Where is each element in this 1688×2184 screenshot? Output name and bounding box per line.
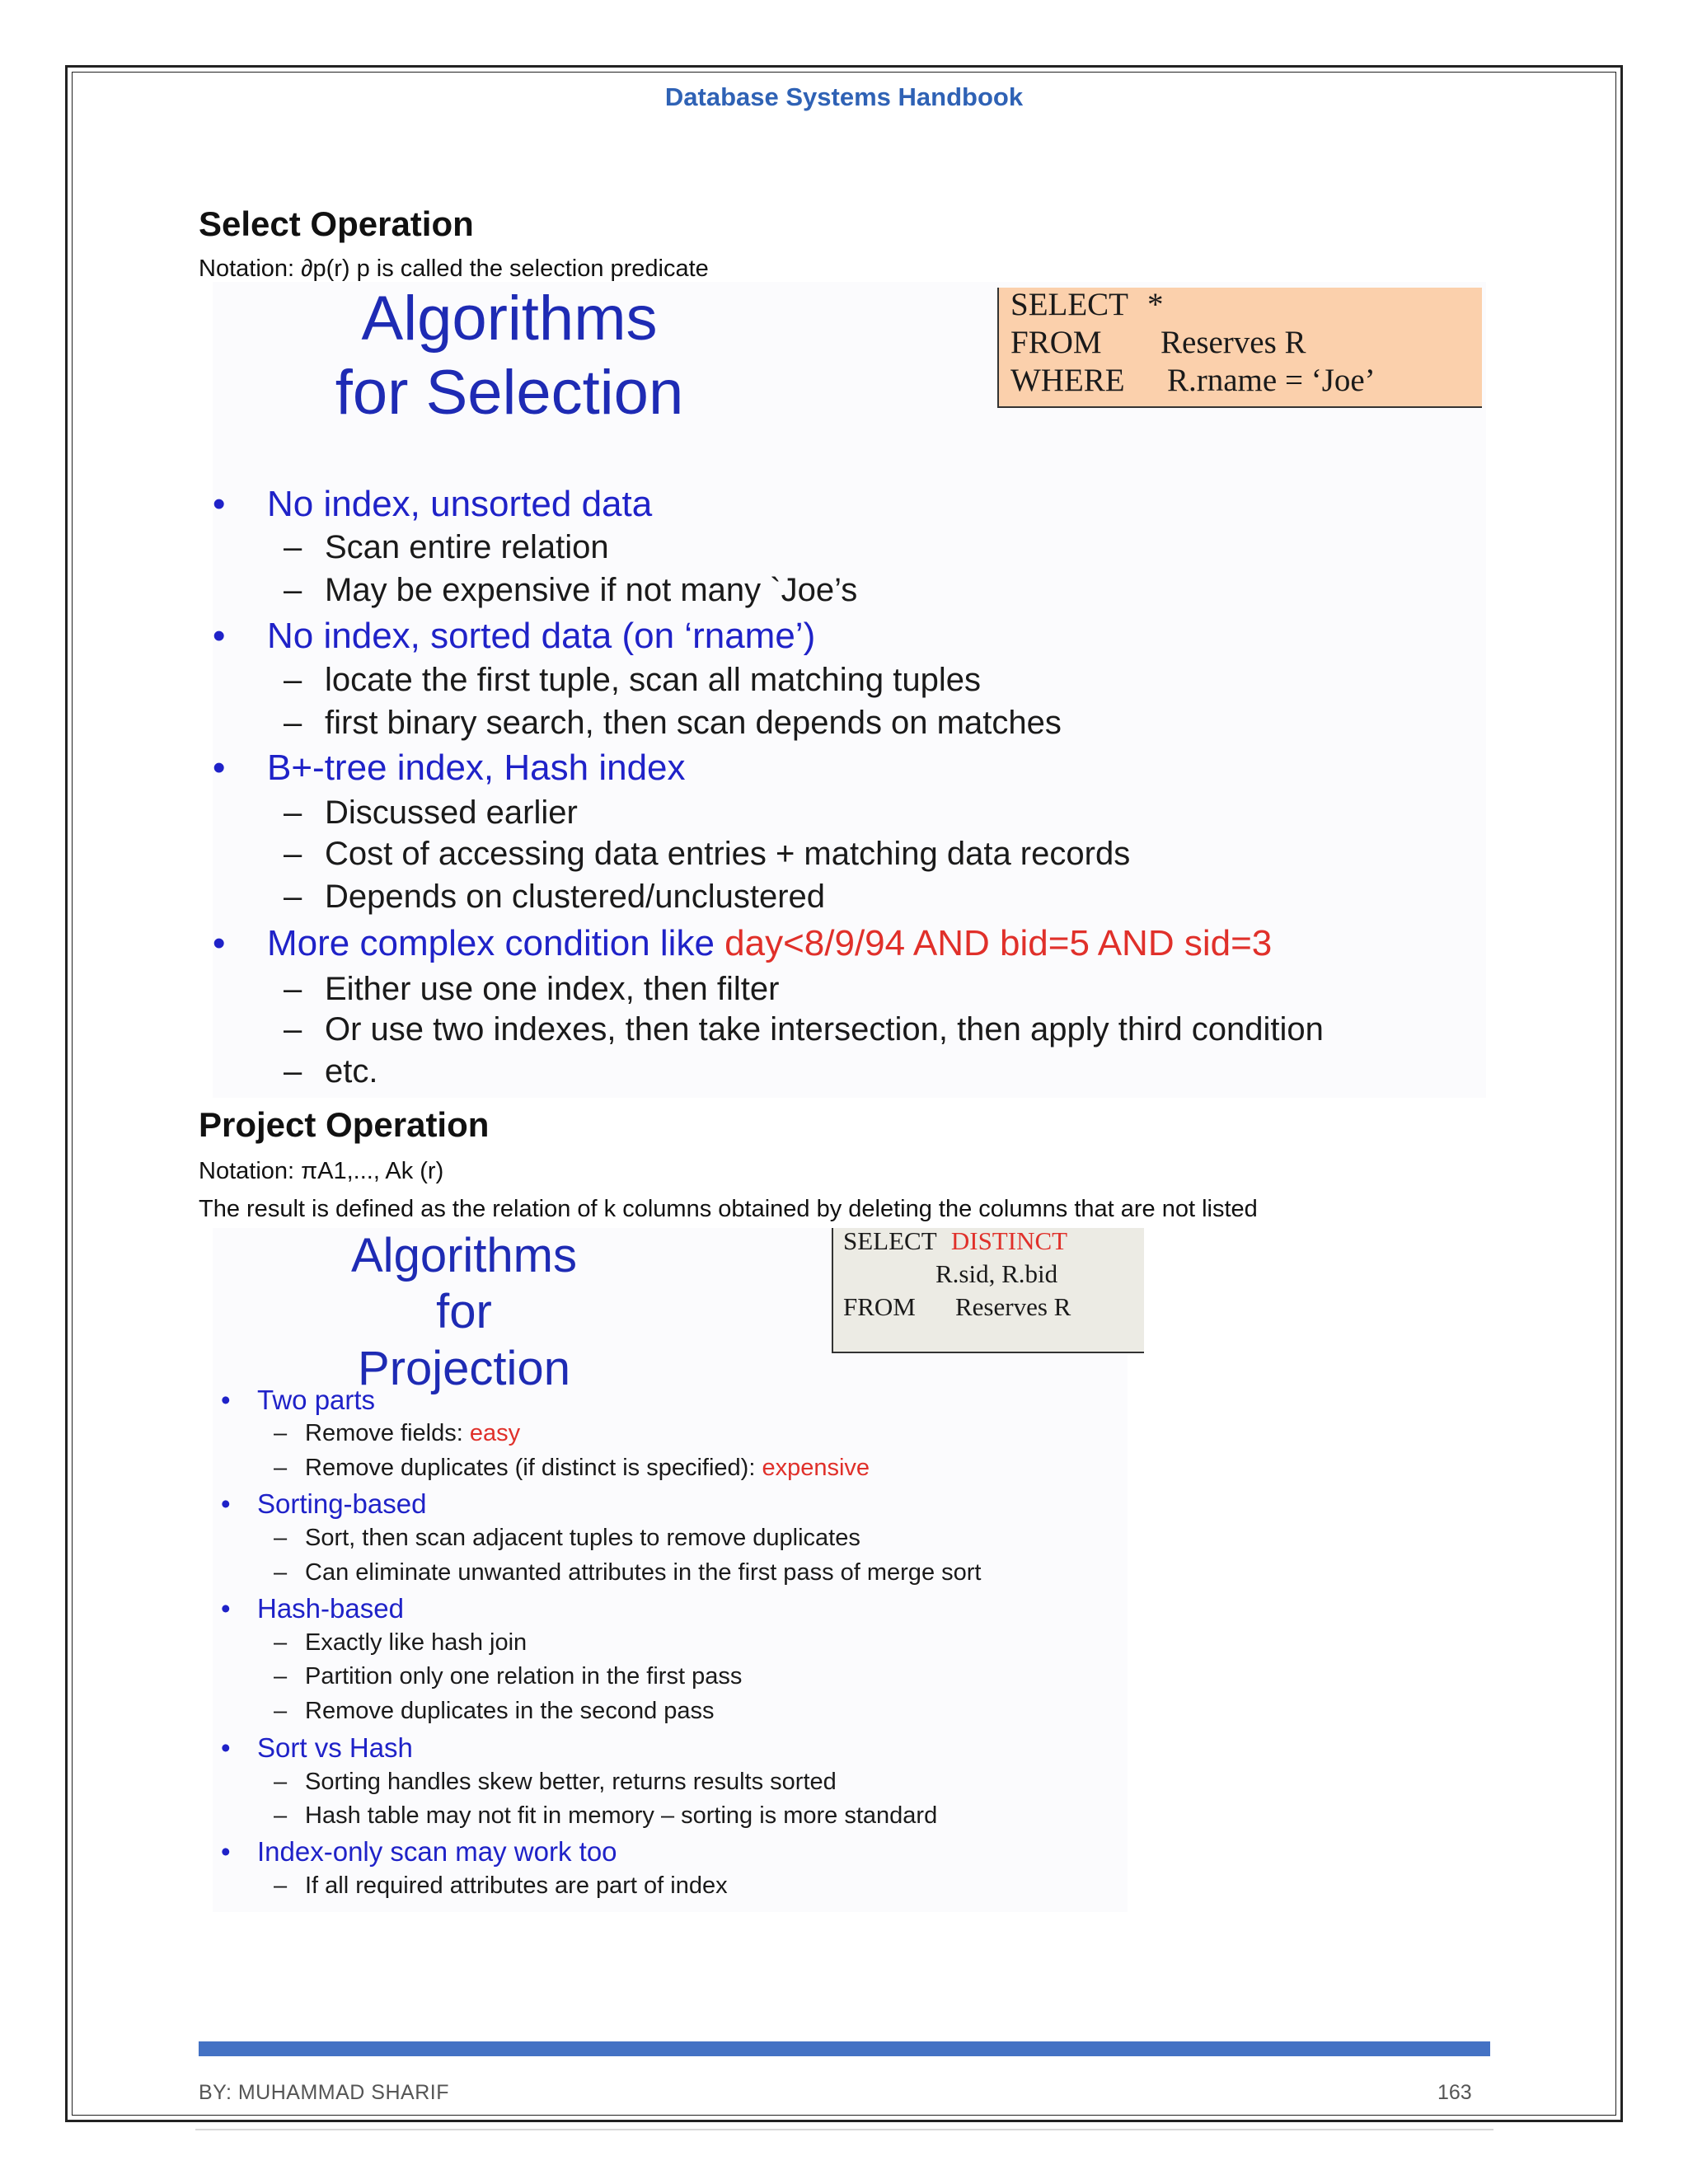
select-operation-heading: Select Operation	[199, 204, 474, 243]
project-description: The result is defined as the relation of k columns obtained by deleting the columns that are not listed	[199, 1196, 1258, 1222]
running-header: Database Systems Handbook	[664, 82, 1024, 111]
sql-select-keyword: SELECT	[843, 1226, 937, 1255]
footer-author: BY: MUHAMMAD SHARIF	[199, 2081, 449, 2104]
selection-slide-title	[303, 282, 715, 429]
projection-sql-box	[832, 1228, 1144, 1353]
projection-slide-title	[328, 1228, 600, 1397]
selection-condition-highlight: day<8/9/94 AND bid=5 AND sid=3	[724, 923, 1273, 963]
selection-sql-box	[997, 288, 1482, 408]
sql-from-keyword: FROM	[843, 1292, 916, 1321]
sql-columns: R.sid, R.bid	[935, 1259, 1058, 1288]
selection-title-line1: Algorithms	[361, 284, 658, 354]
selection-title-line2: for Selection	[335, 357, 684, 428]
projection-title-line1: Algorithms	[351, 1229, 577, 1282]
selection-slide-image: Algorithms for Selection SELECT * FROM Reserves R WHERE R.rname = ‘Joe’ • No index, unsorted data – Scan entire relation – May be expensive if not many `Joe’s • No index, sorted data (on ‘rname’) – locate the first tuple, scan all matching tuples – first binary search, then scan depends on matches • B+-tree index, Hash index – Discussed earlier – Cost of accessing data entries + matching data records – Depends on clustered/unclustered • More complex condition like day<8/9/94 AND bid=5 AND sid=3 – Either use one index, then filter – Or use two indexes, then take intersection, then apply third condition – etc.	[213, 282, 1486, 1098]
project-notation: Notation: πA1,..., Ak (r)	[199, 1158, 444, 1184]
sql-condition: R.rname = ‘Joe’	[1167, 363, 1376, 398]
footer-divider	[195, 2129, 1493, 2130]
projection-slide-image: Algorithms for Projection SELECT DISTINCT R.sid, R.bid FROM Reserves R • Two parts – Remove fields: easy – Remove duplicates (if distinct is specified): expensive • Sorting-based – Sort, then scan adjacent tuples to remove duplicates – Can eliminate unwanted attributes in the first pass of merge sort • Hash-based – Exactly like hash join – Partition only one relation in the first pass – Remove duplicates in the second pass • Sort vs Hash – Sorting handles skew better, returns results sorted – Hash table may not fit in memory – sorting is more standard • Index-only scan may work too – If all required attributes are part of index	[213, 1228, 1128, 1912]
project-operation-heading: Project Operation	[199, 1105, 490, 1144]
sql-star: *	[1147, 287, 1164, 322]
sql-distinct-keyword: DISTINCT	[950, 1226, 1068, 1255]
sql-select-keyword: SELECT	[1010, 287, 1128, 322]
page-number: 163	[1437, 2081, 1472, 2104]
sql-from-keyword: FROM	[1010, 325, 1102, 360]
projection-title-line2: for Projection	[358, 1285, 570, 1395]
sql-table: Reserves R	[1160, 325, 1306, 360]
footer-accent-bar	[199, 2041, 1490, 2056]
sql-where-keyword: WHERE	[1010, 363, 1125, 398]
select-notation: Notation: ∂p(r) p is called the selection predicate	[199, 255, 709, 282]
sql-table: Reserves R	[955, 1292, 1071, 1321]
